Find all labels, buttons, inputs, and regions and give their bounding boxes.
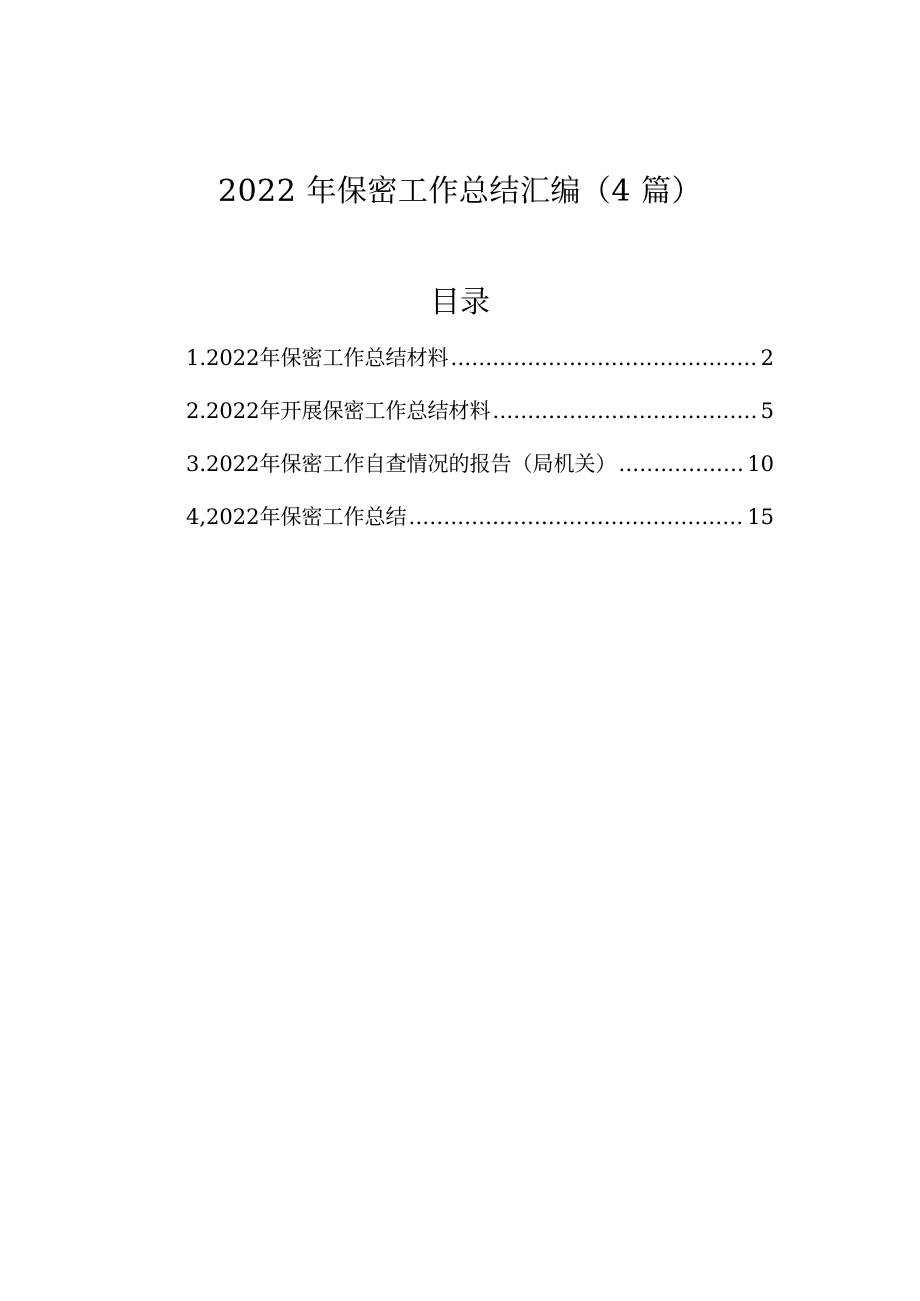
toc-entry-title: 年保密工作总结 <box>259 505 407 529</box>
toc-entry-page: 5 <box>760 399 774 423</box>
toc-entry-page: 15 <box>747 505 774 529</box>
toc-dot-leader <box>408 502 745 532</box>
toc-entry[interactable] <box>186 449 774 502</box>
toc-heading: 目录 <box>430 285 490 320</box>
toc-dot-leader <box>450 343 758 373</box>
toc-entry-number: 3.2022 <box>186 452 260 476</box>
toc-entry-title: 年保密工作自查情况的报告（局机关） <box>259 452 617 476</box>
toc-entry-number: 4,2022 <box>186 505 260 529</box>
toc-dot-leader <box>618 449 745 479</box>
toc-entry-page: 2 <box>760 346 774 370</box>
toc-entry[interactable] <box>186 396 774 449</box>
toc-entry[interactable] <box>186 343 774 396</box>
toc-entry[interactable] <box>186 502 774 555</box>
document-title: 2022 年保密工作总结汇编（4 篇） <box>217 174 702 209</box>
toc-dot-leader <box>492 396 758 426</box>
toc-entry-number: 2.2022 <box>186 399 260 423</box>
toc-entry-title: 年保密工作总结材料 <box>259 346 449 370</box>
table-of-contents <box>186 343 774 555</box>
toc-entry-page: 10 <box>747 452 774 476</box>
toc-entry-title: 年开展保密工作总结材料 <box>259 399 491 423</box>
toc-entry-number: 1.2022 <box>186 346 260 370</box>
